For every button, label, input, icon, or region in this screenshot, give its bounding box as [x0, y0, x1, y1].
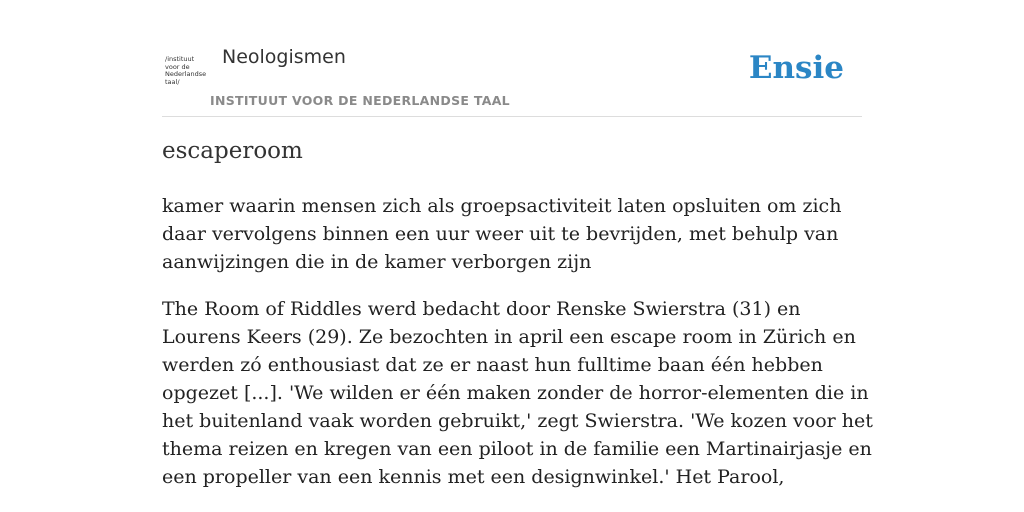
logo-line: Nederlandse [165, 70, 207, 78]
definition-text: kamer waarin mensen zich als groepsactiviteit laten opsluiten om zich daar vervolgens binnen een uur weer uit te bevrijden, met behulp van aanwijzingen die in de kamer verborgen zijn [162, 195, 842, 273]
logo-line: /instituut [165, 55, 195, 63]
quote-text: The Room of Riddles werd bedacht door Renske Swierstra (31) en Lourens Keers (29). Ze bezochten in april een escape room in Zürich en werden zó enthousiast dat ze er naast hun fulltime baan één hebben opgezet [...]. 'We wilden er één maken zonder de horror-elementen die in het buitenland vaak worden gebruikt,' zegt Swierstra. 'We kozen voor het thema reizen en kregen van een piloot in de familie een Martinairjasje en een propeller van een kennis met een designwinkel.' Het Parool, [162, 298, 873, 488]
page-header [162, 40, 862, 117]
institute-name: INSTITUUT VOOR DE NEDERLANDSE TAAL [210, 93, 510, 108]
site-title[interactable]: Neologismen [222, 46, 346, 68]
ensie-brand-link[interactable]: Ensie [748, 50, 844, 86]
logo-line: voor de [165, 62, 190, 71]
institute-logo[interactable] [165, 56, 209, 86]
headword: escaperoom [162, 138, 303, 164]
logo-line: taal/ [165, 77, 180, 86]
